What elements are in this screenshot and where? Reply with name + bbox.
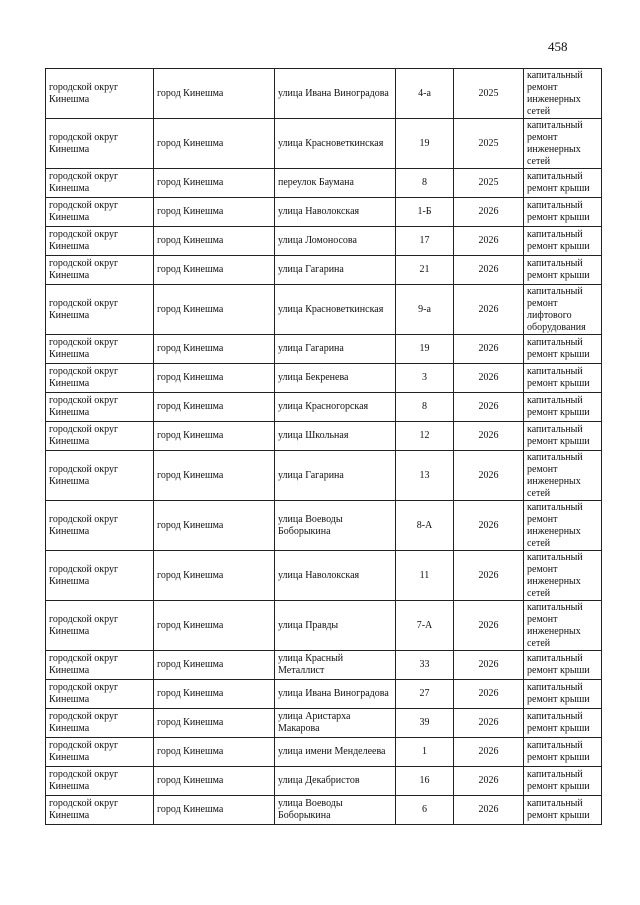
okrug-cell: городской округ Кинешма [46,198,154,227]
year-cell: 2026 [454,335,524,364]
table-row [46,169,602,198]
house-number-cell: 8 [396,393,454,422]
table-row [46,796,602,825]
year-cell: 2026 [454,256,524,285]
city-cell: город Кинешма [154,501,275,551]
year-cell: 2026 [454,738,524,767]
work-type-cell: капитальный ремонт крыши [524,738,602,767]
work-type-cell: капитальный ремонт крыши [524,796,602,825]
table-row [46,601,602,651]
work-type-cell: капитальный ремонт крыши [524,335,602,364]
work-type-cell: капитальный ремонт лифтового оборудования [524,285,602,335]
city-cell: город Кинешма [154,119,275,169]
house-number-cell: 17 [396,227,454,256]
house-number-cell: 1 [396,738,454,767]
city-cell: город Кинешма [154,709,275,738]
city-cell: город Кинешма [154,227,275,256]
work-type-cell: капитальный ремонт крыши [524,393,602,422]
year-cell: 2026 [454,451,524,501]
city-cell: город Кинешма [154,169,275,198]
table-row [46,256,602,285]
house-number-cell: 39 [396,709,454,738]
street-cell: улица Красноветкинская [275,285,396,335]
okrug-cell: городской округ Кинешма [46,169,154,198]
street-cell: улица Гагарина [275,451,396,501]
street-cell: улица Гагарина [275,335,396,364]
work-type-cell: капитальный ремонт крыши [524,422,602,451]
year-cell: 2026 [454,422,524,451]
house-number-cell: 1-Б [396,198,454,227]
house-number-cell: 3 [396,364,454,393]
work-type-cell: капитальный ремонт инженерных сетей [524,551,602,601]
table-row [46,451,602,501]
work-type-cell: капитальный ремонт крыши [524,256,602,285]
table-row [46,680,602,709]
year-cell: 2026 [454,709,524,738]
street-cell: улица Красноветкинская [275,119,396,169]
house-number-cell: 11 [396,551,454,601]
okrug-cell: городской округ Кинешма [46,451,154,501]
work-type-cell: капитальный ремонт крыши [524,169,602,198]
year-cell: 2026 [454,501,524,551]
okrug-cell: городской округ Кинешма [46,709,154,738]
work-type-cell: капитальный ремонт инженерных сетей [524,119,602,169]
house-number-cell: 27 [396,680,454,709]
work-type-cell: капитальный ремонт крыши [524,767,602,796]
house-number-cell: 8-А [396,501,454,551]
year-cell: 2026 [454,651,524,680]
street-cell: переулок Баумана [275,169,396,198]
house-number-cell: 9-а [396,285,454,335]
city-cell: город Кинешма [154,551,275,601]
year-cell: 2025 [454,169,524,198]
house-number-cell: 13 [396,451,454,501]
year-cell: 2025 [454,119,524,169]
street-cell: улица имени Менделеева [275,738,396,767]
okrug-cell: городской округ Кинешма [46,69,154,119]
city-cell: город Кинешма [154,451,275,501]
city-cell: город Кинешма [154,364,275,393]
okrug-cell: городской округ Кинешма [46,227,154,256]
okrug-cell: городской округ Кинешма [46,285,154,335]
okrug-cell: городской округ Кинешма [46,364,154,393]
table-body [46,69,602,825]
street-cell: улица Ивана Виноградова [275,69,396,119]
house-number-cell: 16 [396,767,454,796]
table-row [46,69,602,119]
house-number-cell: 7-А [396,601,454,651]
city-cell: город Кинешма [154,256,275,285]
work-type-cell: капитальный ремонт крыши [524,651,602,680]
city-cell: город Кинешма [154,767,275,796]
okrug-cell: городской округ Кинешма [46,738,154,767]
city-cell: город Кинешма [154,335,275,364]
city-cell: город Кинешма [154,738,275,767]
table-row [46,709,602,738]
table-row [46,422,602,451]
street-cell: улица Правды [275,601,396,651]
table-row [46,551,602,601]
street-cell: улица Школьная [275,422,396,451]
okrug-cell: городской округ Кинешма [46,551,154,601]
table-row [46,119,602,169]
table-row [46,335,602,364]
table-row [46,767,602,796]
city-cell: город Кинешма [154,601,275,651]
year-cell: 2026 [454,227,524,256]
house-number-cell: 19 [396,119,454,169]
street-cell: улица Наволокская [275,551,396,601]
year-cell: 2026 [454,601,524,651]
house-number-cell: 19 [396,335,454,364]
okrug-cell: городской округ Кинешма [46,601,154,651]
city-cell: город Кинешма [154,796,275,825]
okrug-cell: городской округ Кинешма [46,119,154,169]
okrug-cell: городской округ Кинешма [46,335,154,364]
street-cell: улица Воеводы Боборыкина [275,796,396,825]
house-number-cell: 21 [396,256,454,285]
house-number-cell: 4-а [396,69,454,119]
year-cell: 2025 [454,69,524,119]
street-cell: улица Красногорская [275,393,396,422]
work-type-cell: капитальный ремонт крыши [524,709,602,738]
house-number-cell: 6 [396,796,454,825]
work-type-cell: капитальный ремонт крыши [524,364,602,393]
city-cell: город Кинешма [154,680,275,709]
year-cell: 2026 [454,393,524,422]
okrug-cell: городской округ Кинешма [46,767,154,796]
okrug-cell: городской округ Кинешма [46,680,154,709]
work-type-cell: капитальный ремонт крыши [524,198,602,227]
street-cell: улица Наволокская [275,198,396,227]
house-number-cell: 8 [396,169,454,198]
year-cell: 2026 [454,285,524,335]
house-number-cell: 12 [396,422,454,451]
year-cell: 2026 [454,364,524,393]
street-cell: улица Ломоносова [275,227,396,256]
street-cell: улица Бекренева [275,364,396,393]
table-row [46,198,602,227]
city-cell: город Кинешма [154,198,275,227]
table-row [46,364,602,393]
work-type-cell: капитальный ремонт инженерных сетей [524,601,602,651]
okrug-cell: городской округ Кинешма [46,393,154,422]
city-cell: город Кинешма [154,69,275,119]
table-row [46,285,602,335]
table-row [46,227,602,256]
okrug-cell: городской округ Кинешма [46,651,154,680]
okrug-cell: городской округ Кинешма [46,422,154,451]
year-cell: 2026 [454,767,524,796]
year-cell: 2026 [454,796,524,825]
year-cell: 2026 [454,198,524,227]
street-cell: улица Аристарха Макарова [275,709,396,738]
street-cell: улица Ивана Виноградова [275,680,396,709]
repair-schedule-table [45,68,602,825]
city-cell: город Кинешма [154,651,275,680]
street-cell: улица Гагарина [275,256,396,285]
work-type-cell: капитальный ремонт крыши [524,680,602,709]
table-row [46,393,602,422]
work-type-cell: капитальный ремонт инженерных сетей [524,501,602,551]
city-cell: город Кинешма [154,422,275,451]
table-row [46,501,602,551]
okrug-cell: городской округ Кинешма [46,256,154,285]
table-row [46,738,602,767]
house-number-cell: 33 [396,651,454,680]
city-cell: город Кинешма [154,393,275,422]
table-row [46,651,602,680]
city-cell: город Кинешма [154,285,275,335]
street-cell: улица Воеводы Боборыкина [275,501,396,551]
street-cell: улица Декабристов [275,767,396,796]
work-type-cell: капитальный ремонт инженерных сетей [524,69,602,119]
year-cell: 2026 [454,551,524,601]
work-type-cell: капитальный ремонт крыши [524,227,602,256]
street-cell: улица Красный Металлист [275,651,396,680]
year-cell: 2026 [454,680,524,709]
okrug-cell: городской округ Кинешма [46,796,154,825]
okrug-cell: городской округ Кинешма [46,501,154,551]
page-number: 458 [548,39,568,54]
work-type-cell: капитальный ремонт инженерных сетей [524,451,602,501]
